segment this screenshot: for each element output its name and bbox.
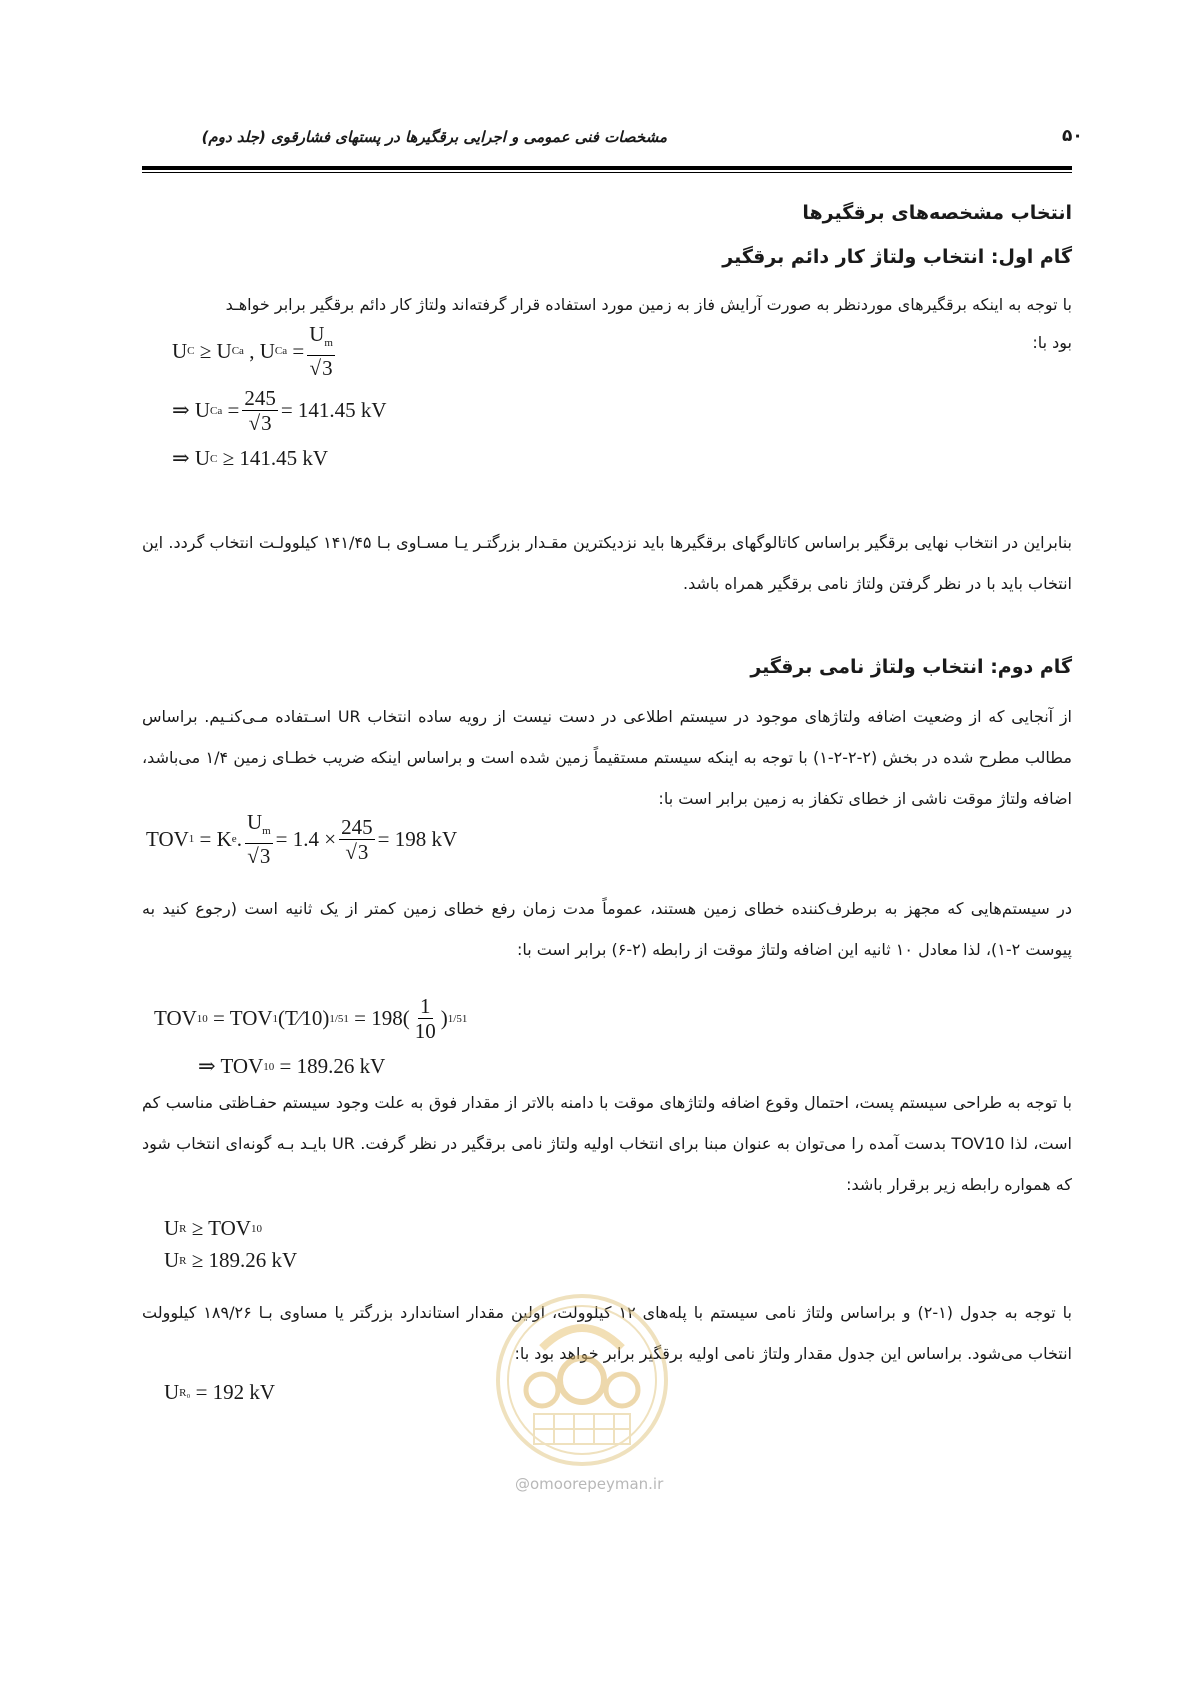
watermark-text: @omoorepeyman.ir [515,1475,664,1493]
section-heading: انتخاب مشخصه‌های برقگیرها [802,202,1072,224]
equation-tov10-result: ⇒ TOV 10 = 189.26 kV [198,1054,386,1078]
header-rule-thick [142,166,1072,170]
page-number: ۵۰ [1062,126,1083,146]
step1-heading: گام اول: انتخاب ولتاژ کار دائم برقگیر [722,246,1072,268]
equation-ur0: U R₀ = 192 kV [164,1380,276,1404]
header-rule-thin [142,172,1072,173]
watermark-seal [492,1288,672,1468]
equation-ur-tov10: U R ≥ TOV 10 [164,1216,262,1240]
equation-tov1: TOV 1 = K e . $\frac{U_m}{√3}$ = 1.4 × $\frac{245}{√3}$ = 198 kV [146,810,458,869]
equation-ur-value: U R ≥ 189.26 kV [164,1248,298,1272]
step1-paragraph-1-end: بود با: [1032,333,1072,352]
step2-paragraph-3: با توجه به طراحی سیستم پست، احتمال وقوع اضافه ولتاژهای موقت با دامنه بالاتر از مقدار فوق به علت وجود سیستم حفـاظتی مناسب کم است، لذا TOV10 بدست آمده را می‌توان به عنوان مبنا برای انتخاب اولیه ولتاژ نامی برقگیر در نظر گرفت. UR بایـد بـه گونه‌ای انتخاب شود که همواره رابطه زیر برقرار باشد: [142,1093,1072,1194]
step2-paragraph-2: در سیستم‌هایی که مجهز به برطرف‌کننده خطای زمین هستند، عموماً مدت زمان رفع خطای زمین کمتر از یک ثانیه است (رجوع کنید به پیوست ۲-۱)، لذا معادل ۱۰ ثانیه این اضافه ولتاژ موقت از رابطه (۲-۶) برابر است با: [142,899,1072,959]
equation-uc: U C ≥ U Ca , U Ca = $\frac{U_m}{√3}$ [172,322,333,381]
step2-heading: گام دوم: انتخاب ولتاژ نامی برقگیر [750,656,1072,678]
step1-paragraph-1: با توجه به اینکه برقگیرهای موردنظر به صورت آرایش فاز به زمین مورد استفاده قرار گرفته‌اند ولتاژ کار دائم برقگیر برابر خواهـد [225,295,1072,314]
equation-uc-result: ⇒ U C ≥ 141.45 kV [172,446,329,470]
running-title: مشخصات فنی عمومی و اجرایی برقگیرها در پستهای فشارقوی (جلد دوم) [201,128,667,146]
page-header [142,126,1083,164]
equation-tov10: TOV 10 = TOV 1 (T⁄10) 1/51 = 198( $\frac{1}{10}$ ) 1/51 [154,994,468,1043]
step2-paragraph-4: با توجه به جدول (۱-۲) و براساس ولتاژ نامی سیستم با پله‌های ۱۲ کیلوولت، اولین مقدار استاندارد بزرگتر یا مساوی بـا ۱۸۹/۲۶ کیلوولت انتخاب می‌شود. براساس این جدول مقدار ولتاژ نامی اولیه برقگیر برابر خواهد بود با: [142,1303,1073,1363]
step1-paragraph-2: بنابراین در انتخاب نهایی برقگیر براساس کاتالوگهای برقگیرها باید نزدیکترین مقـدار بزرگتـر یـا مسـاوی بـا ۱۴۱/۴۵ کیلوولـت انتخاب گردد. این انتخاب باید با در نظر گرفتن ولتاژ نامی برقگیر همراه باشد. [142,533,1072,593]
step2-paragraph-1: از آنجایی که از وضعیت اضافه ولتاژهای موجود در سیستم اطلاعی در دست نیست از رویه ساده انتخاب UR اسـتفاده مـی‌کنـیم. براساس مطالب مطرح شده در بخش (۲-۲-۲-۱) با توجه به اینکه سیستم مستقیماً زمین شده است و براساس اینکه ضریب خطـای زمین ۱/۴ می‌باشد، اضافه ولتاژ موقت ناشی از خطای تکفاز به زمین برابر است با: [142,707,1073,808]
equation-uca-value: ⇒ U Ca = $\frac{245}{√3}$ = 141.45 kV [172,386,387,435]
